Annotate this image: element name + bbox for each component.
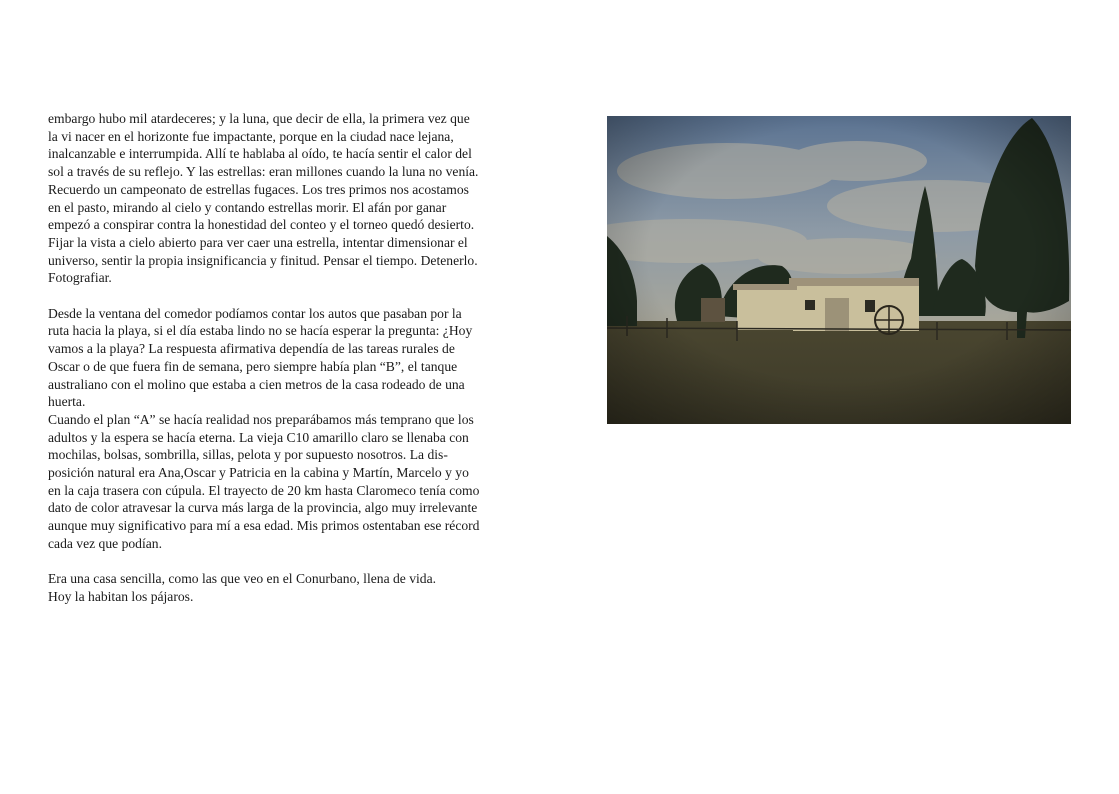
farmhouse-photo <box>607 116 1071 424</box>
text-line: huerta. <box>48 394 86 410</box>
text-line: en el pasto, mirando al cielo y contando estrellas morir. El afán por ganar <box>48 199 447 215</box>
text-line: Fijar la vista a cielo abierto para ver caer una estrella, intentar dimensionar el <box>48 234 468 250</box>
text-line: vamos a la playa? La respuesta afirmativa dependía de las tareas rurales de <box>48 341 455 357</box>
text-line: Hoy la habitan los pájaros. <box>48 588 194 604</box>
text-line: sol a través de su reflejo. Y las estrellas: eran millones cuando la luna no venía. <box>48 164 479 180</box>
text-line: Recuerdo un campeonato de estrellas fugaces. Los tres primos nos acostamos <box>48 181 469 197</box>
paragraph-beach <box>48 305 518 553</box>
text-line: cada vez que podían. <box>48 535 162 551</box>
text-line: Oscar o de que fuera fin de semana, pero siempre había plan “B”, el tanque <box>48 358 458 374</box>
body-text <box>48 110 518 606</box>
farmhouse-illustration <box>607 116 1071 424</box>
text-line: dato de color atravesar la curva más larga de la provincia, algo muy irrelevante <box>48 500 478 516</box>
text-line: empezó a conspirar contra la honestidad del conteo y el torneo quedó desierto. <box>48 217 475 233</box>
vignette <box>607 116 1071 424</box>
text-line: Era una casa sencilla, como las que veo en el Conurbano, llena de vida. <box>48 571 437 587</box>
text-line: la vi nacer en el horizonte fue impactante, porque en la ciudad nace lejana, <box>48 128 454 144</box>
text-line: Fotografiar. <box>48 270 112 286</box>
text-line: aunque muy significativo para mí a esa edad. Mis primos ostentaban ese récord <box>48 518 480 534</box>
text-line: adultos y la espera se hacía eterna. La vieja C10 amarillo claro se llenaba con <box>48 429 469 445</box>
text-line: Desde la ventana del comedor podíamos contar los autos que pasaban por la <box>48 305 462 321</box>
text-line: mochilas, bolsas, sombrilla, sillas, pelota y por supuesto nosotros. La dis- <box>48 447 448 463</box>
paragraph-spacer <box>48 553 518 571</box>
text-line: embargo hubo mil atardeceres; y la luna, que decir de ella, la primera vez que <box>48 111 470 126</box>
text-line: inalcanzable e interrumpida. Allí te hablaba al oído, te hacía sentir el calor del <box>48 146 472 162</box>
paragraph-spacer <box>48 287 518 305</box>
text-line: posición natural era Ana,Oscar y Patricia en la cabina y Martín, Marcelo y yo <box>48 465 469 481</box>
text-line: universo, sentir la propia insignificancia y finitud. Pensar el tiempo. Detenerlo. <box>48 252 478 268</box>
text-line: Cuando el plan “A” se hacía realidad nos preparábamos más temprano que los <box>48 411 474 427</box>
text-line: australiano con el molino que estaba a cien metros de la casa rodeado de una <box>48 376 465 392</box>
paragraph-house <box>48 570 518 605</box>
text-line: ruta hacia la playa, si el día estaba lindo no se hacía esperar la pregunta: ¿Hoy <box>48 323 473 339</box>
paragraph-stars <box>48 110 518 287</box>
text-line: en la caja trasera con cúpula. El trayecto de 20 km hasta Claromeco tenía como <box>48 482 480 498</box>
